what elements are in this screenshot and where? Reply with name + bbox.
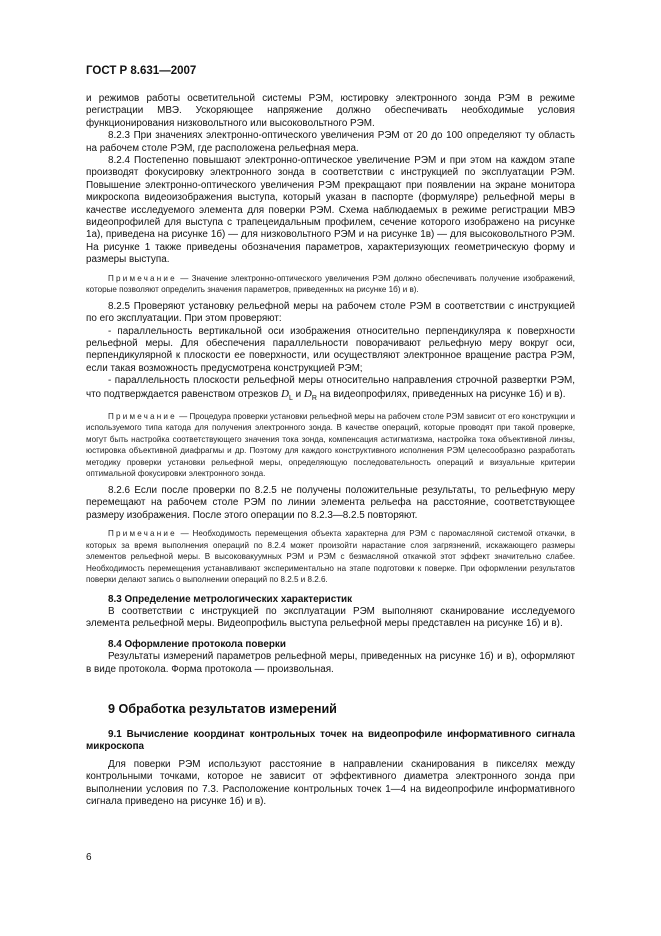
heading-8-4: 8.4 Оформление протокола поверки — [108, 638, 286, 650]
paragraph-8-2-6: 8.2.6 Если после проверки по 8.2.5 не получены положительные результаты, то рельефную меру перемещают на рабочем столе РЭМ по линии элемента рельефа на расстояние, соответствующее размеру изображения. После этого операции по 8.2.3—8.2.5 повторяют. — [86, 484, 575, 521]
note-label: Примечание — [108, 411, 177, 421]
heading-8-3: 8.3 Определение метрологических характеристик — [108, 593, 353, 605]
section-heading-9: 9 Обработка результатов измерений — [108, 702, 337, 717]
page-content — [86, 93, 575, 809]
var-d: D — [280, 387, 289, 400]
paragraph-continuation: и режимов работы осветительной системы РЭМ, юстировку электронного зонда РЭМ в режиме регистрации МВЭ. Ускоряющее напряжение должно обеспечивать необходимые условия функционирования низковольтного или высоковольтного РЭМ. — [86, 93, 575, 129]
page-number: 6 — [86, 852, 92, 863]
bullet-vertical-axis: - параллельность вертикальной оси изображения относительно перпендикуляра к поверхности рельефной меры. Для обеспечения параллельности поворачивают рельефную меру вокруг оси, перпендикулярной к плоскости ее поверхности, или осуществляют электронное вращение растра РЭМ, если такая возможность предусмотрена конструкцией РЭМ; — [86, 325, 575, 374]
note-text: — Необходимость перемещения объекта характерна для РЭМ с паромасляной системой откачки, в которых за время выполнения операций по 8.2.4 может произойти нарастание слоя загрязнений, искажающего размеры элементов рельефной меры. В высоковакуумных РЭМ и РЭМ с безмасляной откачкой этот эффект значительно слабее. Необходимость перемещения устанавливают экспериментально на этапе подготовки к поверке. При оформлении результатов поверки делают запись о выполнении операций по 8.2.5 и 8.2.6. — [86, 529, 575, 585]
note-3 — [86, 528, 575, 586]
paragraph-8-3: В соответствии с инструкцией по эксплуатации РЭМ выполняют сканирование исследуемого элемента рельефной меры. Видеопрофиль выступа рельефной меры представлен на рисунке 1б) и в). — [86, 606, 575, 630]
note-text: — Значение электронно-оптического увеличения РЭМ должно обеспечивать получение изображений, которые позволяют определить значения параметров, приведенных на рисунке 1б) и в). — [86, 273, 575, 295]
paragraph-8-2-3: 8.2.3 При значениях электронно-оптического увеличения РЭМ от 20 до 100 определяют ту область на рабочем столе РЭМ, где расположена рельефная мера. — [86, 130, 575, 154]
var-d: D — [303, 387, 312, 400]
bullet-plane-parallelism: - параллельность плоскости рельефной меры относительно направления строчной развертки РЭМ, что подтверждается равенством отрезков $D_L$ и $D_R$ на видеопрофилях, приведенных на рисунке 1б) и в). — [86, 375, 575, 402]
paragraph-8-2-4: 8.2.4 Постепенно повышают электронно-оптическое увеличение РЭМ и при этом на каждом этапе производят фокусировку электронного зонда в соответствии с инструкцией по эксплуатации РЭМ. Повышение электронно-оптического увеличения РЭМ прекращают при появлении на экране монитора микроскопа видеоизображения выступа, который указан в паспорте (формуляре) рельефной меры в качестве исследуемого элемента для поверки РЭМ. Схема наблюдаемых в режиме регистрации МВЭ видеопрофилей для выступа с трапецеидальным профилем, сечение которого изображено на рисунке 1а), приведена на рисунке 1б) — для низковольтного РЭМ и на рисунке 1в) — для высоковольтного РЭМ. На рисунке 1 также приведены обозначения параметров, характеризующих геометрическую форму и размеры выступа. — [86, 155, 575, 266]
paragraph-9-1: Для поверки РЭМ используют расстояние в направлении сканирования в пикселях между контрольными точками, которое не зависит от эффективного диаметра электронного зонда при выполнении условия по 7.3. Расположение контрольных точек 1—4 на видеопрофиле информативного сигнала приведено на рисунке 1б) и в). — [86, 758, 575, 808]
subscript-l: L — [288, 394, 293, 402]
note-label: Примечание — [108, 529, 177, 539]
paragraph-8-2-5: 8.2.5 Проверяют установку рельефной меры на рабочем столе РЭМ в соответствии с инструкцией по его эксплуатации. При этом проверяют: — [86, 300, 575, 325]
standard-header: ГОСТ Р 8.631—2007 — [86, 65, 197, 77]
subscript-r: R — [311, 394, 317, 402]
note-text: — Процедура проверки установки рельефной меры на рабочем столе РЭМ зависит от его конструкции и используемого типа катода для получения электронного зонда. В качестве операций, которые проводят при такой проверке, могут быть настройка соответствующего значения тока зонда, компенсация астигматизма, настройка тока объективной линзы, юстировка объективной диафрагмы и др. Поэтому для каждого конструктивного исполнения РЭМ целесообразно разработать методику проверки установки рельефной меры, определяющую последовательность операций и визуальные критерии оптимальной фокусировки электронного зонда. — [86, 411, 575, 479]
note-label: Примечание — [108, 273, 177, 283]
paragraph-8-4: Результаты измерений параметров рельефной меры, приведенных на рисунке 1б) и в), оформляют в виде протокола. Форма протокола — произвольная. — [86, 651, 575, 675]
note-2 — [86, 411, 575, 480]
note-1 — [86, 273, 575, 296]
heading-9-1: 9.1 Вычисление координат контрольных точек на видеопрофиле информативного сигнала микроскопа — [86, 729, 575, 753]
